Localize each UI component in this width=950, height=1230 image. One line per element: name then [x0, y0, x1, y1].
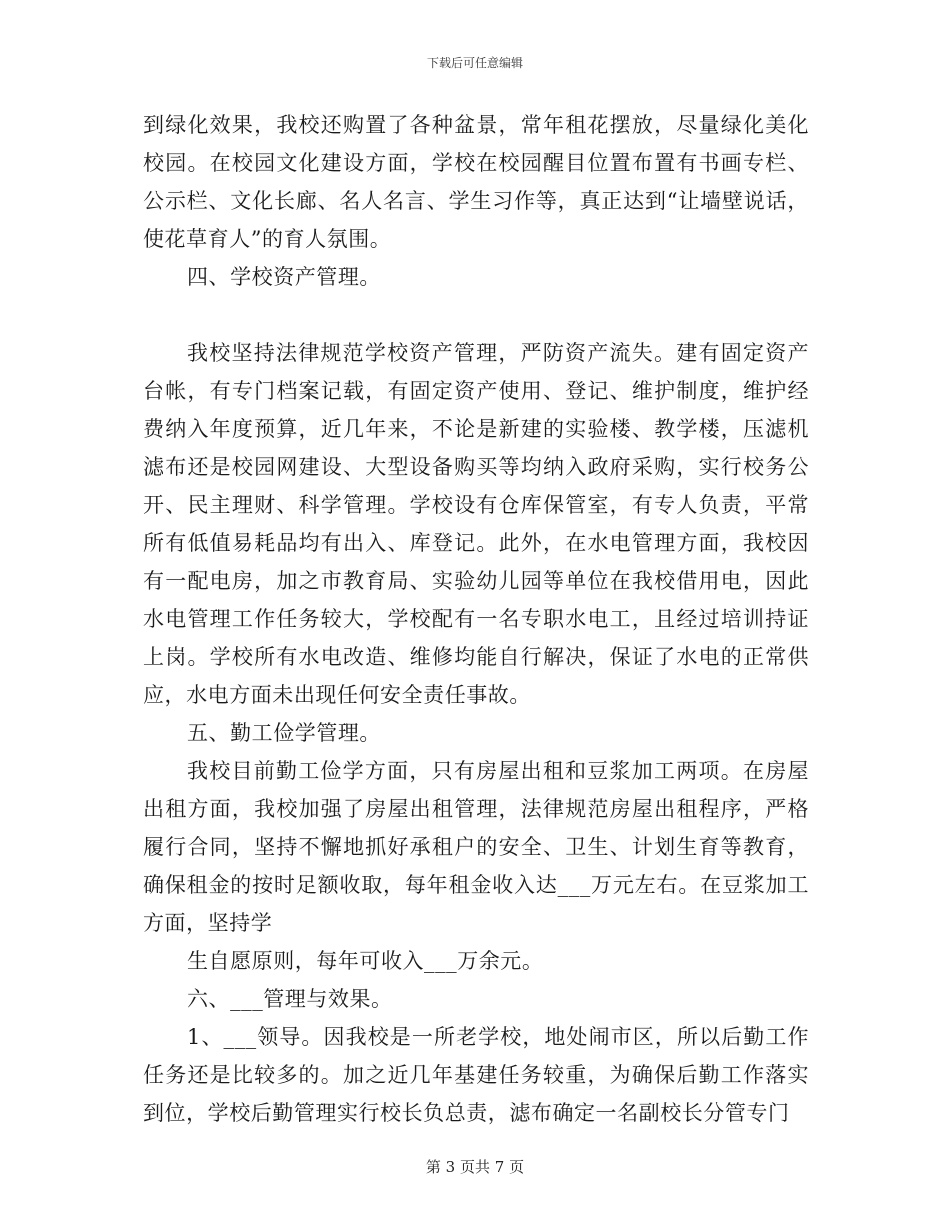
section-heading-assets: 四、学校资产管理。: [187, 265, 381, 289]
paragraph-soymilk: 生自愿原则，每年可收入___万余元。: [187, 949, 544, 973]
section-heading-work-study: 五、勤工俭学管理。: [187, 721, 381, 745]
paragraph-assets: 我校坚持法律规范学校资产管理，严防资产流失。建有固定资产台帐，有专门档案记载，有固定资产使用、登记、维护制度，维护经费纳入年度预算，近几年来，不论是新建的实验楼、教学楼，压滤机滤布还是校园网建设、大型设备购买等均纳入政府采购，实行校务公开、民主理财、科学管理。学校设有仓库保管室，有专人负责，平常所有低值易耗品均有出入、库登记。此外，在水电管理方面，我校因有一配电房，加之市教育局、实验幼儿园等单位在我校借用电，因此水电管理工作任务较大，学校配有一名专职水电工，且经过培训持证上岗。学校所有水电改造、维修均能自行解决，保证了水电的正常供应，水电方面未出现任何安全责任事故。: [143, 341, 809, 707]
paragraph-work-study: 我校目前勤工俭学方面，只有房屋出租和豆浆加工两项。在房屋出租方面，我校加强了房屋出租管理，法律规范房屋出租程序，严格履行合同，坚持不懈地抓好承租户的安全、卫生、计划生育等教育，确保租金的按时足额收取，每年租金收入达___万元左右。在豆浆加工方面，坚持学: [143, 759, 809, 935]
page-footer: 第 3 页共 7 页: [425, 1158, 525, 1176]
paragraph-greening: 到绿化效果，我校还购置了各种盆景，常年租花摆放，尽量绿化美化校园。在校园文化建设方面，学校在校园醒目位置布置有书画专栏、公示栏、文化长廊、名人名言、学生习作等，真正达到“让墙壁说话，使花草育人”的育人氛围。: [143, 113, 809, 251]
page-header: 下载后可任意编辑: [426, 56, 523, 70]
section-heading-management: 六、___管理与效果。: [187, 987, 393, 1011]
document-body: [143, 106, 809, 1132]
paragraph-leadership: 1、___领导。因我校是一所老学校，地处闹市区，所以后勤工作任务还是比较多的。加之近几年基建任务较重，为确保后勤工作落实到位，学校后勤管理实行校长负总责，滤布确定一名副校长分管专门: [143, 1025, 809, 1125]
